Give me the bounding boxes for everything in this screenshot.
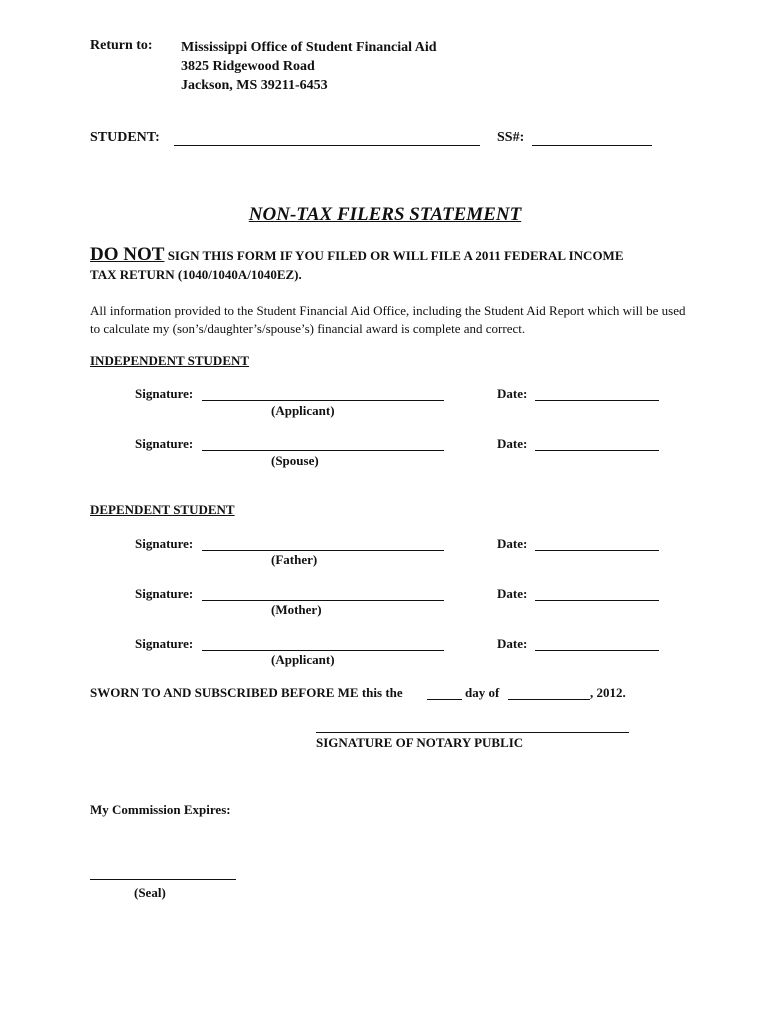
signature-field-applicant[interactable] bbox=[202, 650, 444, 651]
role-label: (Applicant) bbox=[271, 652, 335, 667]
address-line-1: Mississippi Office of Student Financial Aid bbox=[181, 40, 437, 55]
warning-text-1: SIGN THIS FORM IF YOU FILED OR WILL FILE A 2011 FEDERAL INCOME bbox=[164, 248, 624, 263]
student-name-field[interactable] bbox=[174, 145, 480, 146]
address-line-3: Jackson, MS 39211-6453 bbox=[181, 78, 328, 93]
role-label: (Mother) bbox=[271, 602, 322, 617]
signature-field-spouse[interactable] bbox=[202, 450, 444, 451]
seal-label: (Seal) bbox=[134, 885, 166, 900]
signature-label: Signature: bbox=[135, 436, 194, 451]
date-label: Date: bbox=[497, 636, 528, 651]
notary-label: SIGNATURE OF NOTARY PUBLIC bbox=[316, 735, 524, 750]
sworn-text-2: day of bbox=[465, 685, 500, 700]
date-label: Date: bbox=[497, 586, 528, 601]
ss-number-field[interactable] bbox=[532, 145, 652, 146]
commission-label: My Commission Expires: bbox=[90, 802, 231, 817]
warning-line-2: TAX RETURN (1040/1040A/1040EZ). bbox=[90, 267, 302, 282]
signature-field-applicant[interactable] bbox=[202, 400, 444, 401]
date-field[interactable] bbox=[535, 400, 659, 401]
date-field[interactable] bbox=[535, 650, 659, 651]
role-label: (Applicant) bbox=[271, 403, 335, 418]
dependent-heading: DEPENDENT STUDENT bbox=[90, 502, 235, 517]
date-label: Date: bbox=[497, 436, 528, 451]
signature-field-mother[interactable] bbox=[202, 600, 444, 601]
signature-label: Signature: bbox=[135, 636, 194, 651]
return-address bbox=[181, 38, 437, 95]
statement-paragraph: All information provided to the Student Financial Aid Office, including the Student Aid Report which will be used to calculate my (son’s/daughter’s/spouse’s) financial award is complete and correct. bbox=[90, 303, 686, 336]
role-label: (Spouse) bbox=[271, 453, 319, 468]
date-field[interactable] bbox=[535, 600, 659, 601]
signature-label: Signature: bbox=[135, 536, 194, 551]
signature-label: Signature: bbox=[135, 386, 194, 401]
sworn-month-field[interactable] bbox=[508, 699, 590, 700]
independent-heading: INDEPENDENT STUDENT bbox=[90, 353, 250, 368]
return-to-label: Return to: bbox=[90, 38, 153, 53]
date-label: Date: bbox=[497, 386, 528, 401]
date-label: Date: bbox=[497, 536, 528, 551]
signature-field-father[interactable] bbox=[202, 550, 444, 551]
date-field[interactable] bbox=[535, 550, 659, 551]
do-not-emphasis: DO NOT bbox=[90, 244, 165, 265]
address-line-2: 3825 Ridgewood Road bbox=[181, 59, 315, 74]
seal-field[interactable] bbox=[90, 879, 236, 880]
signature-label: Signature: bbox=[135, 586, 194, 601]
warning-line-1 bbox=[90, 244, 624, 266]
ss-label: SS#: bbox=[497, 130, 525, 145]
sworn-day-field[interactable] bbox=[427, 699, 462, 700]
date-field[interactable] bbox=[535, 450, 659, 451]
sworn-text-3: , 2012. bbox=[590, 685, 626, 700]
student-label: STUDENT: bbox=[90, 130, 160, 145]
page-title: NON-TAX FILERS STATEMENT bbox=[248, 204, 522, 225]
sworn-text-1: SWORN TO AND SUBSCRIBED BEFORE ME this the bbox=[90, 685, 403, 700]
role-label: (Father) bbox=[271, 552, 318, 567]
notary-signature-field[interactable] bbox=[316, 732, 629, 733]
